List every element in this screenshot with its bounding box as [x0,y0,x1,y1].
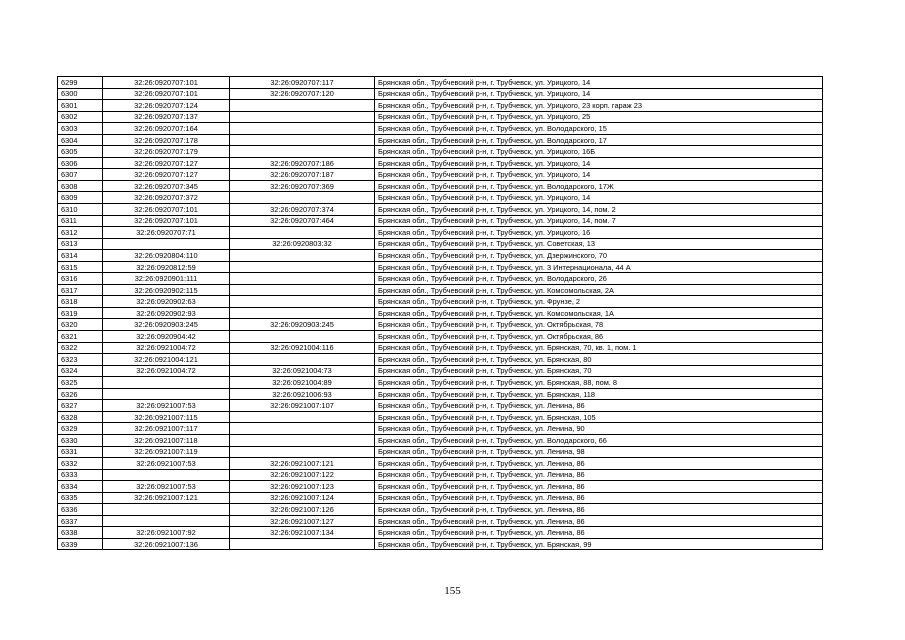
table-row [58,307,823,319]
table-row [58,204,823,216]
related-cadastral-number-cell [230,331,375,343]
cadastral-number-cell: 32:26:0921007:53 [103,481,230,493]
cadastral-number-cell [103,388,230,400]
table-row [58,169,823,181]
address-cell: Брянская обл., Трубчевский р-н, г. Трубчевск, ул. Ленина, 86 [375,481,823,493]
cadastral-number-cell: 32:26:0920707:71 [103,227,230,239]
cadastral-number-cell: 32:26:0920707:178 [103,134,230,146]
table-row [58,331,823,343]
table-row [58,411,823,423]
cadastral-number-cell: 32:26:0921004:121 [103,354,230,366]
cadastral-number-cell: 32:26:0920812:59 [103,261,230,273]
table-row [58,504,823,516]
table-row [58,100,823,112]
table-row [58,238,823,250]
cadastral-number-cell: 32:26:0920707:372 [103,192,230,204]
address-cell: Брянская обл., Трубчевский р-н, г. Трубчевск, ул. Брянская, 88, пом. 8 [375,377,823,389]
address-cell: Брянская обл., Трубчевский р-н, г. Трубчевск, ул. Володарского, 15 [375,123,823,135]
registry-table [57,76,823,550]
related-cadastral-number-cell: 32:26:0921007:127 [230,515,375,527]
address-cell: Брянская обл., Трубчевский р-н, г. Трубчевск, ул. Фрунзе, 2 [375,296,823,308]
row-number-cell: 6304 [58,134,103,146]
row-number-cell: 6313 [58,238,103,250]
related-cadastral-number-cell: 32:26:0921007:124 [230,492,375,504]
address-cell: Брянская обл., Трубчевский р-н, г. Трубчевск, ул. Урицкого, 23 корп. гараж 23 [375,100,823,112]
address-cell: Брянская обл., Трубчевский р-н, г. Трубчевск, ул. Брянская, 105 [375,411,823,423]
address-cell: Брянская обл., Трубчевский р-н, г. Трубчевск, ул. Урицкого, 14 [375,169,823,181]
cadastral-number-cell: 32:26:0921007:53 [103,458,230,470]
cadastral-number-cell: 32:26:0920707:101 [103,77,230,89]
address-cell: Брянская обл., Трубчевский р-н, г. Трубчевск, ул. Брянская, 70, кв. 1, пом. 1 [375,342,823,354]
row-number-cell: 6319 [58,307,103,319]
table-row [58,342,823,354]
related-cadastral-number-cell [230,146,375,158]
table-row [58,492,823,504]
cadastral-number-cell: 32:26:0921007:53 [103,400,230,412]
cadastral-number-cell: 32:26:0920707:137 [103,111,230,123]
address-cell: Брянская обл., Трубчевский р-н, г. Трубчевск, ул. Октябрьская, 86 [375,331,823,343]
row-number-cell: 6316 [58,273,103,285]
row-number-cell: 6330 [58,434,103,446]
cadastral-number-cell: 32:26:0921007:121 [103,492,230,504]
table-row [58,527,823,539]
table-row [58,481,823,493]
related-cadastral-number-cell [230,134,375,146]
row-number-cell: 6310 [58,204,103,216]
table-row [58,77,823,89]
row-number-cell: 6305 [58,146,103,158]
table-row [58,215,823,227]
related-cadastral-number-cell: 32:26:0920707:186 [230,157,375,169]
related-cadastral-number-cell: 32:26:0920903:245 [230,319,375,331]
address-cell: Брянская обл., Трубчевский р-н, г. Трубчевск, ул. Урицкого, 16Б [375,146,823,158]
table-row [58,123,823,135]
table-row [58,354,823,366]
table-row [58,434,823,446]
cadastral-number-cell: 32:26:0920904:42 [103,331,230,343]
table-row [58,377,823,389]
related-cadastral-number-cell: 32:26:0921004:89 [230,377,375,389]
related-cadastral-number-cell [230,538,375,550]
related-cadastral-number-cell: 32:26:0921004:73 [230,365,375,377]
row-number-cell: 6306 [58,157,103,169]
table-row [58,319,823,331]
cadastral-number-cell: 32:26:0920902:93 [103,307,230,319]
address-cell: Брянская обл., Трубчевский р-н, г. Трубчевск, ул. Комсомольская, 2А [375,284,823,296]
row-number-cell: 6335 [58,492,103,504]
cadastral-number-cell: 32:26:0920707:124 [103,100,230,112]
table-row [58,250,823,262]
cadastral-number-cell: 32:26:0921007:117 [103,423,230,435]
table-row [58,192,823,204]
address-cell: Брянская обл., Трубчевский р-н, г. Трубчевск, ул. Ленина, 90 [375,423,823,435]
address-cell: Брянская обл., Трубчевский р-н, г. Трубчевск, ул. Ленина, 86 [375,515,823,527]
cadastral-number-cell [103,238,230,250]
row-number-cell: 6318 [58,296,103,308]
related-cadastral-number-cell [230,227,375,239]
cadastral-number-cell [103,515,230,527]
address-cell: Брянская обл., Трубчевский р-н, г. Трубчевск, ул. Володарского, 26 [375,273,823,285]
cadastral-number-cell: 32:26:0921007:119 [103,446,230,458]
cadastral-number-cell: 32:26:0920902:115 [103,284,230,296]
table-row [58,146,823,158]
related-cadastral-number-cell [230,434,375,446]
address-cell: Брянская обл., Трубчевский р-н, г. Трубчевск, ул. Урицкого, 14 [375,77,823,89]
table-row [58,273,823,285]
row-number-cell: 6331 [58,446,103,458]
address-cell: Брянская обл., Трубчевский р-н, г. Трубчевск, ул. Володарского, 17Ж [375,180,823,192]
cadastral-number-cell: 32:26:0920707:164 [103,123,230,135]
row-number-cell: 6333 [58,469,103,481]
row-number-cell: 6300 [58,88,103,100]
related-cadastral-number-cell: 32:26:0920707:369 [230,180,375,192]
table-row [58,284,823,296]
related-cadastral-number-cell: 32:26:0921004:116 [230,342,375,354]
row-number-cell: 6317 [58,284,103,296]
table-row [58,446,823,458]
table-row [58,423,823,435]
related-cadastral-number-cell: 32:26:0921007:122 [230,469,375,481]
cadastral-number-cell: 32:26:0921004:72 [103,365,230,377]
related-cadastral-number-cell: 32:26:0920707:120 [230,88,375,100]
address-cell: Брянская обл., Трубчевский р-н, г. Трубчевск, ул. Брянская, 80 [375,354,823,366]
table-row [58,458,823,470]
address-cell: Брянская обл., Трубчевский р-н, г. Трубчевск, ул. Ленина, 86 [375,458,823,470]
row-number-cell: 6315 [58,261,103,273]
row-number-cell: 6324 [58,365,103,377]
row-number-cell: 6326 [58,388,103,400]
address-cell: Брянская обл., Трубчевский р-н, г. Трубчевск, ул. Брянская, 118 [375,388,823,400]
row-number-cell: 6322 [58,342,103,354]
row-number-cell: 6328 [58,411,103,423]
table-row [58,157,823,169]
address-cell: Брянская обл., Трубчевский р-н, г. Трубчевск, ул. 3 Интернационала, 44 А [375,261,823,273]
related-cadastral-number-cell [230,261,375,273]
row-number-cell: 6338 [58,527,103,539]
table-row [58,388,823,400]
address-cell: Брянская обл., Трубчевский р-н, г. Трубчевск, ул. Дзержинского, 70 [375,250,823,262]
cadastral-number-cell: 32:26:0921007:136 [103,538,230,550]
cadastral-number-cell: 32:26:0920707:101 [103,204,230,216]
related-cadastral-number-cell [230,111,375,123]
cadastral-number-cell [103,504,230,516]
row-number-cell: 6337 [58,515,103,527]
related-cadastral-number-cell: 32:26:0921007:134 [230,527,375,539]
table-row [58,296,823,308]
cadastral-number-cell: 32:26:0920901:111 [103,273,230,285]
table-row [58,515,823,527]
table-row [58,538,823,550]
related-cadastral-number-cell [230,284,375,296]
related-cadastral-number-cell: 32:26:0921007:126 [230,504,375,516]
cadastral-number-cell: 32:26:0920707:179 [103,146,230,158]
row-number-cell: 6325 [58,377,103,389]
address-cell: Брянская обл., Трубчевский р-н, г. Трубчевск, ул. Урицкого, 14 [375,157,823,169]
address-cell: Брянская обл., Трубчевский р-н, г. Трубчевск, ул. Комсомольская, 1А [375,307,823,319]
address-cell: Брянская обл., Трубчевский р-н, г. Трубчевск, ул. Брянская, 99 [375,538,823,550]
row-number-cell: 6339 [58,538,103,550]
related-cadastral-number-cell: 32:26:0920707:187 [230,169,375,181]
cadastral-number-cell: 32:26:0920804:110 [103,250,230,262]
address-cell: Брянская обл., Трубчевский р-н, г. Трубчевск, ул. Октябрьская, 78 [375,319,823,331]
related-cadastral-number-cell [230,446,375,458]
related-cadastral-number-cell: 32:26:0920707:374 [230,204,375,216]
page-number: 155 [444,585,461,597]
table-row [58,180,823,192]
table-row [58,134,823,146]
address-cell: Брянская обл., Трубчевский р-н, г. Трубчевск, ул. Ленина, 86 [375,492,823,504]
row-number-cell: 6332 [58,458,103,470]
address-cell: Брянская обл., Трубчевский р-н, г. Трубчевск, ул. Ленина, 86 [375,469,823,481]
address-cell: Брянская обл., Трубчевский р-н, г. Трубчевск, ул. Урицкого, 25 [375,111,823,123]
address-cell: Брянская обл., Трубчевский р-н, г. Трубчевск, ул. Урицкого, 14 [375,192,823,204]
row-number-cell: 6309 [58,192,103,204]
address-cell: Брянская обл., Трубчевский р-н, г. Трубчевск, ул. Урицкого, 14 [375,88,823,100]
row-number-cell: 6299 [58,77,103,89]
cadastral-number-cell: 32:26:0920902:63 [103,296,230,308]
row-number-cell: 6308 [58,180,103,192]
address-cell: Брянская обл., Трубчевский р-н, г. Трубчевск, ул. Ленина, 86 [375,504,823,516]
related-cadastral-number-cell [230,123,375,135]
related-cadastral-number-cell: 32:26:0921006:93 [230,388,375,400]
cadastral-number-cell: 32:26:0920707:127 [103,169,230,181]
related-cadastral-number-cell [230,273,375,285]
cadastral-number-cell: 32:26:0920707:127 [103,157,230,169]
row-number-cell: 6329 [58,423,103,435]
table-row [58,261,823,273]
row-number-cell: 6301 [58,100,103,112]
table-row [58,365,823,377]
address-cell: Брянская обл., Трубчевский р-н, г. Трубчевск, ул. Володарского, 17 [375,134,823,146]
address-cell: Брянская обл., Трубчевский р-н, г. Трубчевск, ул. Урицкого, 14, пом. 2 [375,204,823,216]
related-cadastral-number-cell: 32:26:0921007:123 [230,481,375,493]
related-cadastral-number-cell [230,100,375,112]
related-cadastral-number-cell [230,423,375,435]
address-cell: Брянская обл., Трубчевский р-н, г. Трубчевск, ул. Ленина, 86 [375,400,823,412]
address-cell: Брянская обл., Трубчевский р-н, г. Трубчевск, ул. Ленина, 98 [375,446,823,458]
row-number-cell: 6311 [58,215,103,227]
address-cell: Брянская обл., Трубчевский р-н, г. Трубчевск, ул. Советская, 13 [375,238,823,250]
address-cell: Брянская обл., Трубчевский р-н, г. Трубчевск, ул. Урицкого, 14, пом. 7 [375,215,823,227]
row-number-cell: 6320 [58,319,103,331]
related-cadastral-number-cell [230,411,375,423]
related-cadastral-number-cell [230,354,375,366]
address-cell: Брянская обл., Трубчевский р-н, г. Трубчевск, ул. Брянская, 70 [375,365,823,377]
address-cell: Брянская обл., Трубчевский р-н, г. Трубчевск, ул. Ленина, 86 [375,527,823,539]
address-cell: Брянская обл., Трубчевский р-н, г. Трубчевск, ул. Володарского, 66 [375,434,823,446]
row-number-cell: 6307 [58,169,103,181]
related-cadastral-number-cell: 32:26:0920707:464 [230,215,375,227]
cadastral-number-cell [103,469,230,481]
address-cell: Брянская обл., Трубчевский р-н, г. Трубчевск, ул. Урицкого, 16 [375,227,823,239]
cadastral-number-cell: 32:26:0920903:245 [103,319,230,331]
row-number-cell: 6334 [58,481,103,493]
cadastral-number-cell: 32:26:0920707:101 [103,215,230,227]
related-cadastral-number-cell [230,307,375,319]
row-number-cell: 6303 [58,123,103,135]
cadastral-number-cell: 32:26:0920707:101 [103,88,230,100]
cadastral-number-cell: 32:26:0921004:72 [103,342,230,354]
related-cadastral-number-cell: 32:26:0921007:107 [230,400,375,412]
row-number-cell: 6336 [58,504,103,516]
related-cadastral-number-cell: 32:26:0921007:121 [230,458,375,470]
cadastral-number-cell: 32:26:0921007:115 [103,411,230,423]
cadastral-number-cell [103,377,230,389]
table-row [58,111,823,123]
table-row [58,469,823,481]
cadastral-number-cell: 32:26:0921007:118 [103,434,230,446]
related-cadastral-number-cell: 32:26:0920707:117 [230,77,375,89]
row-number-cell: 6302 [58,111,103,123]
related-cadastral-number-cell: 32:26:0920803:32 [230,238,375,250]
table-row [58,227,823,239]
related-cadastral-number-cell [230,192,375,204]
cadastral-number-cell: 32:26:0920707:345 [103,180,230,192]
row-number-cell: 6323 [58,354,103,366]
related-cadastral-number-cell [230,250,375,262]
row-number-cell: 6327 [58,400,103,412]
table-row [58,400,823,412]
row-number-cell: 6321 [58,331,103,343]
row-number-cell: 6312 [58,227,103,239]
row-number-cell: 6314 [58,250,103,262]
related-cadastral-number-cell [230,296,375,308]
cadastral-number-cell: 32:26:0921007:92 [103,527,230,539]
table-row [58,88,823,100]
registry-table-body [58,77,823,550]
